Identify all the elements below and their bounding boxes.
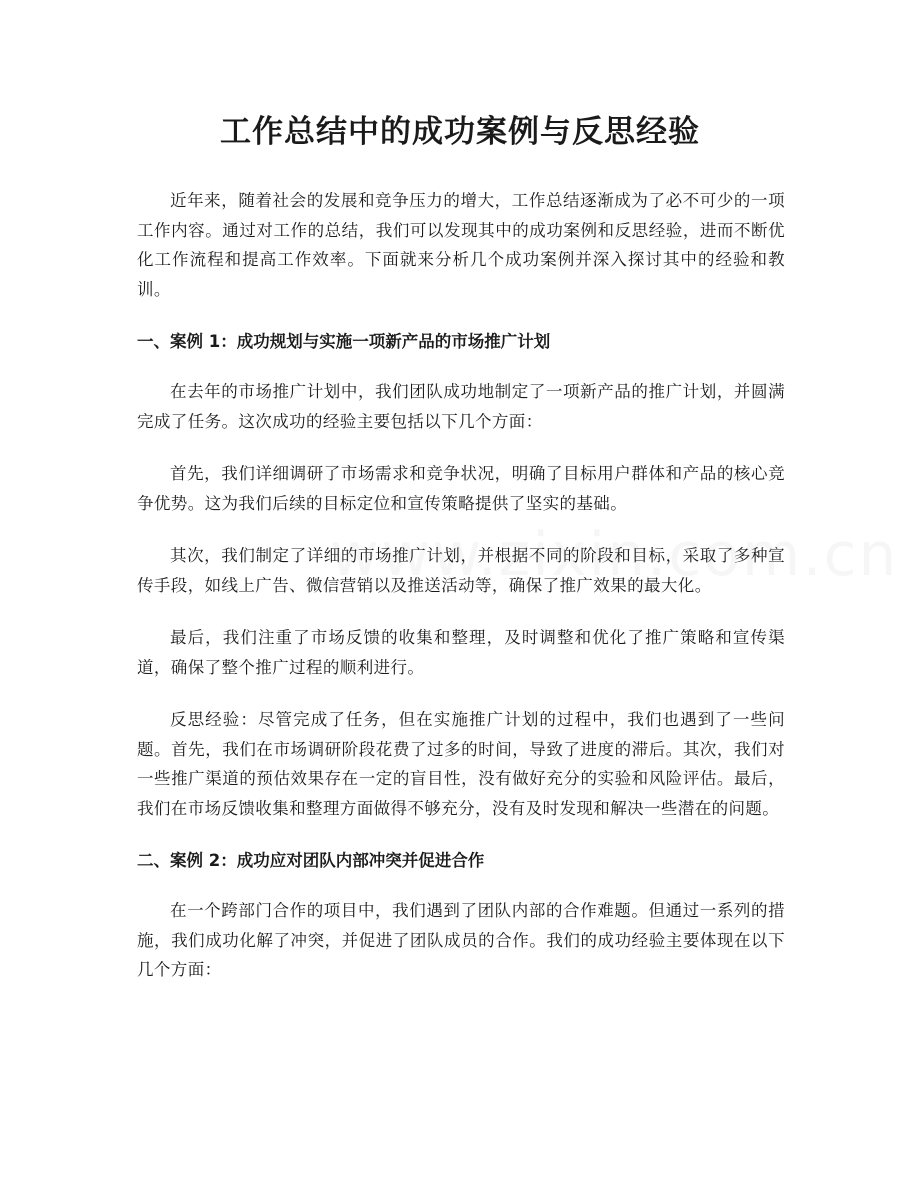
section-2-paragraph-1: 在一个跨部门合作的项目中，我们遇到了团队内部的合作难题。但通过一系列的措施，我们成功化解了冲突，并促进了团队成员的合作。我们的成功经验主要体现在以下几个方面： [137, 901, 785, 979]
intro-paragraph: 近年来，随着社会的发展和竞争压力的增大，工作总结逐渐成为了必不可少的一项工作内容。通过对工作的总结，我们可以发现其中的成功案例和反思经验，进而不断优化工作流程和提高工作效率。下面就来分析几个成功案例并深入探讨其中的经验和教训。 [137, 191, 785, 299]
document-body [137, 186, 785, 1008]
section-2-heading: 二、案例 2：成功应对团队内部冲突并促进合作 [137, 851, 485, 870]
document-title: 工作总结中的成功案例与反思经验 [220, 114, 700, 150]
section-1-reflection: 反思经验：尽管完成了任务，但在实施推广计划的过程中，我们也遇到了一些问题。首先，我们在市场调研阶段花费了过多的时间，导致了进度的滞后。其次，我们对一些推广渠道的预估效果存在一定的盲目性，没有做好充分的实验和风险评估。最后，我们在市场反馈收集和整理方面做得不够充分，没有及时发现和解决一些潜在的问题。 [137, 710, 785, 818]
section-1-paragraph-4: 最后，我们注重了市场反馈的收集和整理，及时调整和优化了推广策略和宣传渠道，确保了整个推广过程的顺利进行。 [137, 628, 785, 677]
section-1-heading: 一、案例 1：成功规划与实施一项新产品的市场推广计划 [137, 332, 551, 351]
section-1-paragraph-3: 其次，我们制定了详细的市场推广计划，并根据不同的阶段和目标，采取了多种宣传手段，如线上广告、微信营销以及推送活动等，确保了推广效果的最大化。 [137, 546, 785, 595]
section-1-paragraph-1: 在去年的市场推广计划中，我们团队成功地制定了一项新产品的推广计划，并圆满完成了任务。这次成功的经验主要包括以下几个方面： [137, 382, 785, 431]
section-1-paragraph-2: 首先，我们详细调研了市场需求和竞争状况，明确了目标用户群体和产品的核心竞争优势。这为我们后续的目标定位和宣传策略提供了坚实的基础。 [137, 464, 785, 513]
